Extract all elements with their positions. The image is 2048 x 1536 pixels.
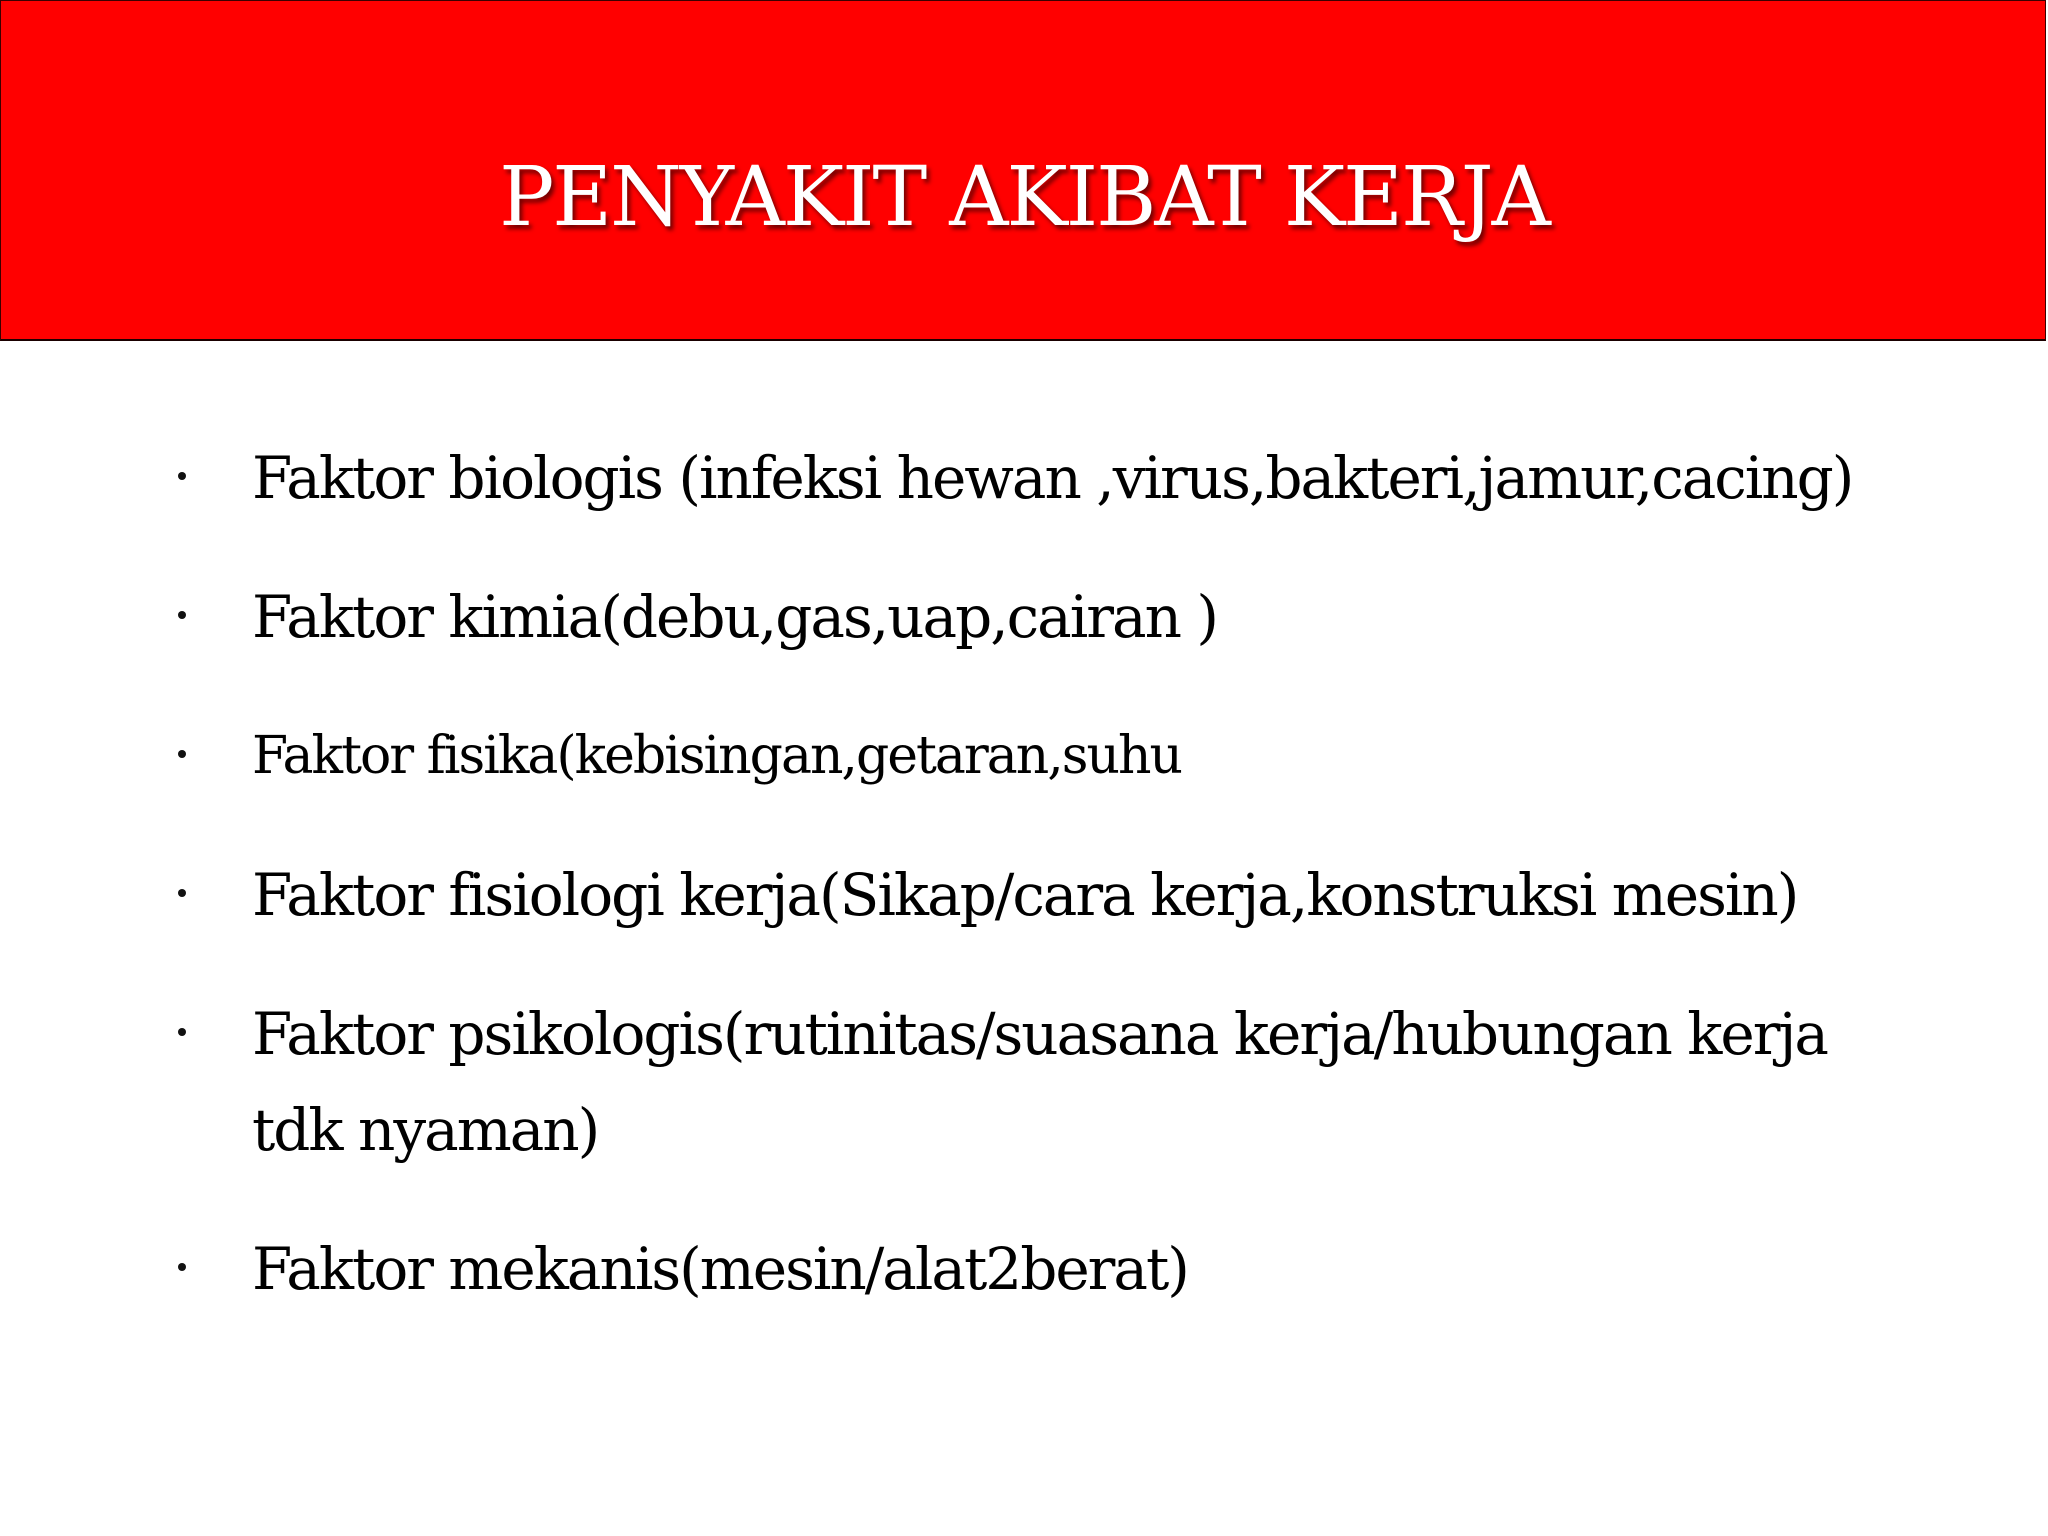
bullet-dot-icon (178, 611, 186, 619)
list-item (168, 986, 1868, 1178)
bullet-dot-icon (178, 1263, 186, 1271)
bullet-dot-icon (178, 889, 186, 897)
list-item (168, 708, 1868, 804)
list-item-text: Faktor fisiologi kerja(Sikap/cara kerja,konstruksi mesin) (252, 861, 1798, 929)
slide-title (0, 150, 2048, 245)
list-item-text: Faktor mekanis(mesin/alat2berat) (252, 1235, 1188, 1303)
list-item-text: Faktor psikologis(rutinitas/suasana kerja/hubungan kerja tdk nyaman) (252, 1000, 1828, 1164)
list-item (168, 430, 1868, 526)
list-item-text: Faktor kimia(debu,gas,uap,cairan ) (252, 583, 1217, 651)
list-item (168, 1221, 1868, 1317)
bullet-dot-icon (178, 750, 186, 758)
list-item (168, 569, 1868, 665)
list-item-text: Faktor biologis (infeksi hewan ,virus,bakteri,jamur,cacing) (252, 444, 1853, 512)
list-item (168, 847, 1868, 943)
list-item-text: Faktor fisika(kebisingan,getaran,suhu (252, 726, 1181, 786)
bullet-dot-icon (178, 1028, 186, 1036)
bullet-dot-icon (178, 472, 186, 480)
slide-title-text: PENYAKIT AKIBAT KERJA (499, 150, 1549, 245)
bullet-list (168, 430, 1868, 1360)
